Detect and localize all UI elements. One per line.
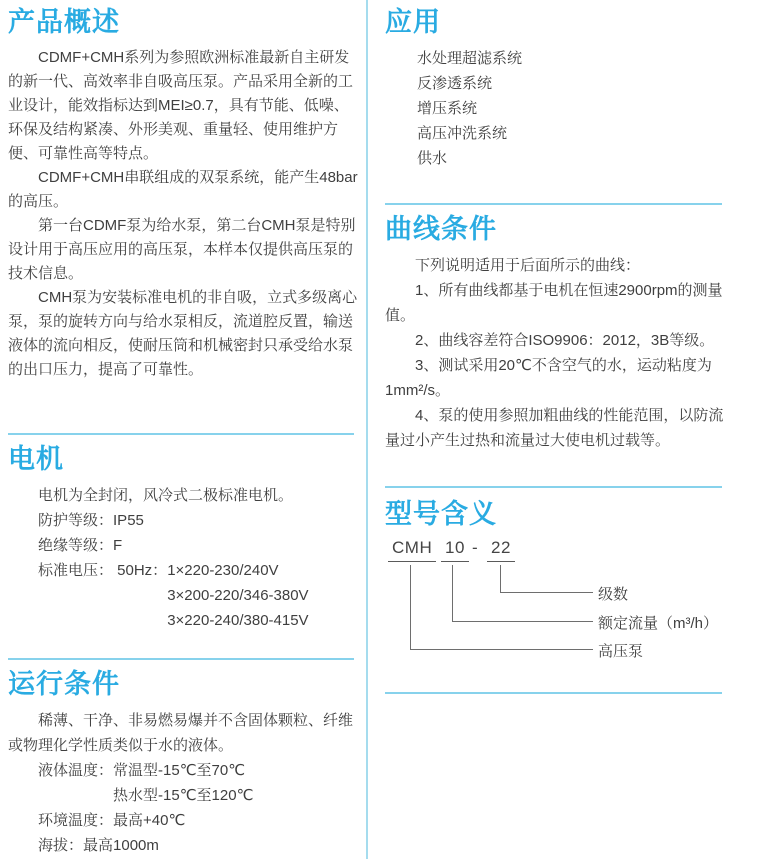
divider xyxy=(385,203,722,205)
voltage-item: 3×220-240/380-415V xyxy=(167,612,309,629)
operating-specs xyxy=(8,758,360,858)
section-product-overview xyxy=(8,6,360,382)
application-item: 供水 xyxy=(417,150,448,167)
spec-label: 液体温度： xyxy=(38,762,114,779)
spec-row xyxy=(38,808,360,833)
overview-paragraph: CDMF+CMH系列为参照欧洲标准最新自主研发的新一代、高效率非自吸高压泵。产品采用全新的工业设计，能效指标达到MEI≥0.7，具有节能、低噪、环保及结构紧凑、外形美观、重量轻、使用维护方便、可靠性高等特点。 xyxy=(8,49,354,162)
voltage-item: 1×220-230/240V xyxy=(167,562,279,579)
section-curve-conditions xyxy=(385,213,725,453)
curve-item: 3、测试采用20℃不含空气的水，运动粘度为1mm²/s。 xyxy=(385,357,712,399)
operating-conditions-title: 运行条件 xyxy=(8,669,120,699)
model-code-stages: 22 xyxy=(487,538,515,562)
spec-row xyxy=(38,508,360,533)
spec-value: 最高+40℃ xyxy=(113,812,186,829)
model-code-dash: - xyxy=(472,538,479,557)
operating-paragraph: 稀薄、干净、非易燃易爆并不含固体颗粒、纤维或物理化学性质类似于水的液体。 xyxy=(8,712,354,754)
voltage-item: 3×200-220/346-380V xyxy=(167,587,309,604)
product-overview-title: 产品概述 xyxy=(8,7,120,37)
application-item: 反渗透系统 xyxy=(417,75,493,92)
spec-value: IP55 xyxy=(113,512,144,529)
voltage-row xyxy=(38,558,360,633)
model-label-pump: 高压泵 xyxy=(598,643,644,660)
liquid-temp-item: 热水型-15℃至120℃ xyxy=(113,787,254,804)
section-model-meaning xyxy=(385,486,730,692)
spec-value: 最高1000m xyxy=(83,837,159,854)
spec-row xyxy=(38,533,360,558)
application-list xyxy=(385,46,725,171)
overview-paragraph: CDMF+CMH串联组成的双泵系统，能产生48bar的高压。 xyxy=(8,169,358,210)
model-meaning-title: 型号含义 xyxy=(385,499,497,529)
model-code-flow: 10 xyxy=(441,538,469,562)
curve-conditions-title: 曲线条件 xyxy=(385,214,497,244)
spec-label: 海拔： xyxy=(38,837,84,854)
spec-value: F xyxy=(113,537,123,554)
section-application xyxy=(385,6,725,171)
application-item: 高压冲洗系统 xyxy=(417,125,508,142)
motor-intro: 电机为全封闭，风冷式二极标准电机。 xyxy=(38,487,294,504)
application-item: 增压系统 xyxy=(417,100,478,117)
liquid-temp-list xyxy=(113,758,253,808)
overview-paragraph: 第一台CDMF泵为给水泵，第二台CMH泵是特别设计用于高压应用的高压泵，本样本仅提供高压泵的技术信息。 xyxy=(8,217,356,282)
motor-title: 电机 xyxy=(8,444,64,474)
section-motor xyxy=(8,443,360,633)
section-operating-conditions xyxy=(8,668,360,858)
voltage-label: 标准电压： 50Hz： xyxy=(38,562,168,579)
curve-item: 1、所有曲线都基于电机在恒速2900rpm的测量值。 xyxy=(385,282,723,324)
model-label-stages: 级数 xyxy=(598,586,629,603)
curve-intro: 下列说明适用于后面所示的曲线： xyxy=(415,257,641,274)
application-item: 水处理超滤系统 xyxy=(417,50,523,67)
curve-item: 2、曲线容差符合ISO9906：2012，3B等级。 xyxy=(415,332,715,349)
divider xyxy=(8,658,354,660)
overview-paragraph: CMH泵为安装标准电机的非自吸，立式多级离心泵，泵的旋转方向与给水泵相反，流道腔反置，输送液体的流向相反，使耐压筒和机械密封只承受给水泵的出口压力，提高了可靠性。 xyxy=(8,289,358,378)
spec-label: 绝缘等级： xyxy=(38,537,114,554)
column-divider xyxy=(366,0,368,859)
divider xyxy=(385,692,722,694)
connector-pump-line xyxy=(410,565,593,650)
motor-specs xyxy=(8,483,360,633)
liquid-temp-row xyxy=(38,758,360,808)
spec-label: 防护等级： xyxy=(38,512,114,529)
divider xyxy=(8,433,354,435)
model-label-flow: 额定流量（m³/h） xyxy=(598,615,719,632)
application-title: 应用 xyxy=(385,7,441,37)
spec-label: 环境温度： xyxy=(38,812,114,829)
spec-row xyxy=(38,833,360,858)
liquid-temp-item: 常温型-15℃至70℃ xyxy=(113,762,246,779)
curve-item: 4、泵的使用参照加粗曲线的性能范围，以防流量过小产生过热和流量过大使电机过载等。 xyxy=(385,407,724,449)
voltage-list xyxy=(167,558,308,633)
model-code-series: CMH xyxy=(388,538,436,562)
